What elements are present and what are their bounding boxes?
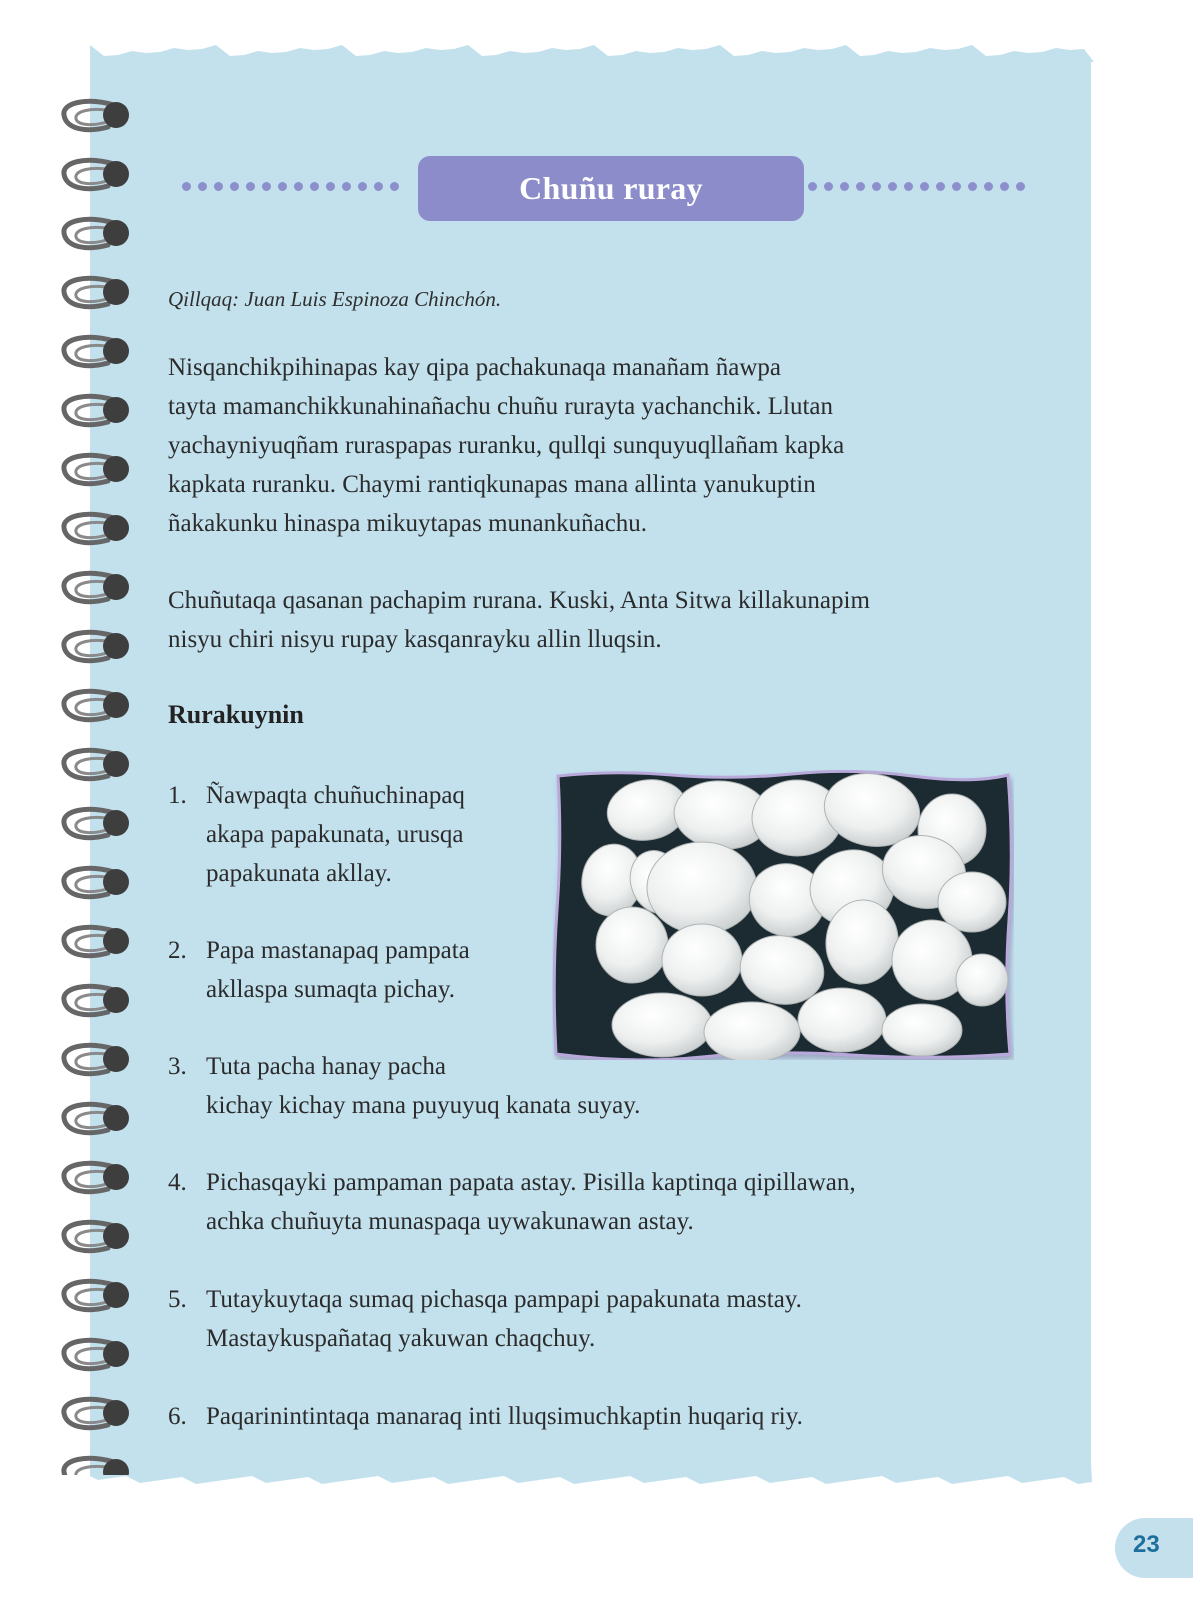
title-dot (1016, 182, 1025, 191)
step-number: 2. (168, 937, 187, 964)
page-title-text: Chuñu ruray (519, 170, 703, 206)
origin-paragraph (168, 581, 1038, 659)
step-line: Tuta pacha hanay pacha (206, 1053, 446, 1080)
step-number: 3. (168, 1053, 187, 1080)
step-line: Pichasqayki pampaman papata astay. Pisilla kaptinqa qipillawan, (206, 1169, 856, 1196)
step-line: kichay kichay mana puyuyuq kanata suyay. (206, 1092, 641, 1119)
title-dot (198, 182, 207, 191)
intro-line: kapkata ruranku. Chaymi rantiqkunapas mana allinta yanukuptin (168, 471, 816, 498)
author-line: Qillqaq: Juan Luis Espinoza Chinchón. (168, 287, 502, 311)
spiral-ring (64, 809, 129, 837)
title-dot (824, 182, 833, 191)
step-number: 1. (168, 782, 187, 809)
spiral-ring (64, 278, 129, 306)
spiral-ring (64, 455, 129, 483)
page-number: 23 (1133, 1531, 1160, 1558)
title-dot (310, 182, 319, 191)
spiral-ring (64, 632, 129, 660)
spiral-ring (64, 1281, 129, 1309)
spiral-ring (64, 396, 129, 424)
spiral-ring (64, 868, 129, 896)
spiral-ring (64, 1458, 129, 1475)
chuno-potato (704, 1002, 800, 1060)
step-number: 5. (168, 1286, 187, 1313)
spiral-ring (64, 514, 129, 542)
spiral-ring (64, 691, 129, 719)
title-dot (1000, 182, 1009, 191)
title-dot (182, 182, 191, 191)
step-text (206, 1397, 803, 1436)
step-2 (168, 931, 470, 1009)
intro-line: yachayniyuqñam ruraspapas ruranku, qullqi sunquyuqllañam kapka (168, 432, 845, 459)
step-line: akapa papakunata, urusqa (206, 821, 464, 848)
title-dot (342, 182, 351, 191)
chuno-potato (647, 842, 757, 934)
step-line: papakunata akllay. (206, 860, 392, 887)
step-5 (168, 1280, 802, 1358)
torn-paper-shape (90, 45, 1094, 1484)
chuno-potato (882, 1004, 962, 1056)
step-6 (168, 1397, 803, 1436)
title-dot (390, 182, 399, 191)
title-dot (326, 182, 335, 191)
title-dot (904, 182, 913, 191)
title-dot (294, 182, 303, 191)
intro-line: ñakakunku hinaspa mikuytapas munankuñachu. (168, 510, 648, 537)
step-line: achka chuñuyta munaspaqa uywakunawan astay. (206, 1208, 694, 1235)
step-number: 6. (168, 1403, 187, 1430)
chuno-potato (956, 954, 1008, 1006)
step-line: akllaspa sumaqta pichay. (206, 976, 455, 1003)
intro-paragraph (168, 348, 1038, 543)
chuno-potato (596, 907, 668, 983)
step-text (206, 1280, 802, 1358)
step-line: Tutaykuytaqa sumaq pichasqa pampapi papakunata mastay. (206, 1286, 802, 1313)
page-title (418, 156, 804, 221)
spiral-ring (64, 1340, 129, 1368)
title-dot (856, 182, 865, 191)
intro-line: tayta mamanchikkunahinañachu chuñu rurayta yachanchik. Llutan (168, 393, 834, 420)
title-dot (920, 182, 929, 191)
spiral-ring (64, 337, 129, 365)
step-text (206, 1163, 856, 1241)
spiral-ring (64, 927, 129, 955)
title-dot (246, 182, 255, 191)
title-dot (214, 182, 223, 191)
title-dot (278, 182, 287, 191)
spiral-ring (64, 986, 129, 1014)
chuno-potato (612, 993, 712, 1057)
step-text (206, 931, 470, 1009)
title-dot (888, 182, 897, 191)
title-dot (262, 182, 271, 191)
step-number: 4. (168, 1169, 187, 1196)
step-4 (168, 1163, 856, 1241)
title-dot (230, 182, 239, 191)
title-dots-right (808, 182, 1038, 192)
title-dot (374, 182, 383, 191)
step-text (206, 776, 465, 893)
spiral-ring (64, 1222, 129, 1250)
spiral-ring (64, 1045, 129, 1073)
chuno-potato (798, 988, 886, 1052)
spiral-ring (64, 160, 129, 188)
origin-line: nisyu chiri nisyu rupay kasqanrayku allin lluqsin. (168, 626, 662, 653)
title-dot (840, 182, 849, 191)
spiral-ring (64, 101, 129, 129)
title-dot (358, 182, 367, 191)
spiral-binding (56, 95, 146, 1475)
chuno-potato (662, 924, 742, 996)
steps-heading: Rurakuynin (168, 700, 304, 729)
step-line: Mastaykuspañataq yakuwan chaqchuy. (206, 1325, 596, 1352)
spiral-ring (64, 1163, 129, 1191)
step-line: Ñawpaqta chuñuchinapaq (206, 782, 465, 809)
title-dot (808, 182, 817, 191)
chuno-photo (552, 770, 1014, 1060)
title-dot (984, 182, 993, 191)
spiral-ring (64, 219, 129, 247)
spiral-ring (64, 750, 129, 778)
step-line: Paqarinintintaqa manaraq inti lluqsimuchkaptin huqariq riy. (206, 1403, 803, 1430)
title-dot (872, 182, 881, 191)
spiral-ring (64, 573, 129, 601)
spiral-ring (64, 1104, 129, 1132)
step-1 (168, 776, 465, 893)
title-dot (936, 182, 945, 191)
intro-line: Nisqanchikpihinapas kay qipa pachakunaqa manañam ñawpa (168, 354, 781, 381)
origin-line: Chuñutaqa qasanan pachapim rurana. Kuski, Anta Sitwa killakunapim (168, 587, 870, 614)
spiral-ring (64, 1399, 129, 1427)
title-dots-left (182, 182, 414, 192)
step-line: Papa mastanapaq pampata (206, 937, 470, 964)
title-dot (968, 182, 977, 191)
title-dot (952, 182, 961, 191)
